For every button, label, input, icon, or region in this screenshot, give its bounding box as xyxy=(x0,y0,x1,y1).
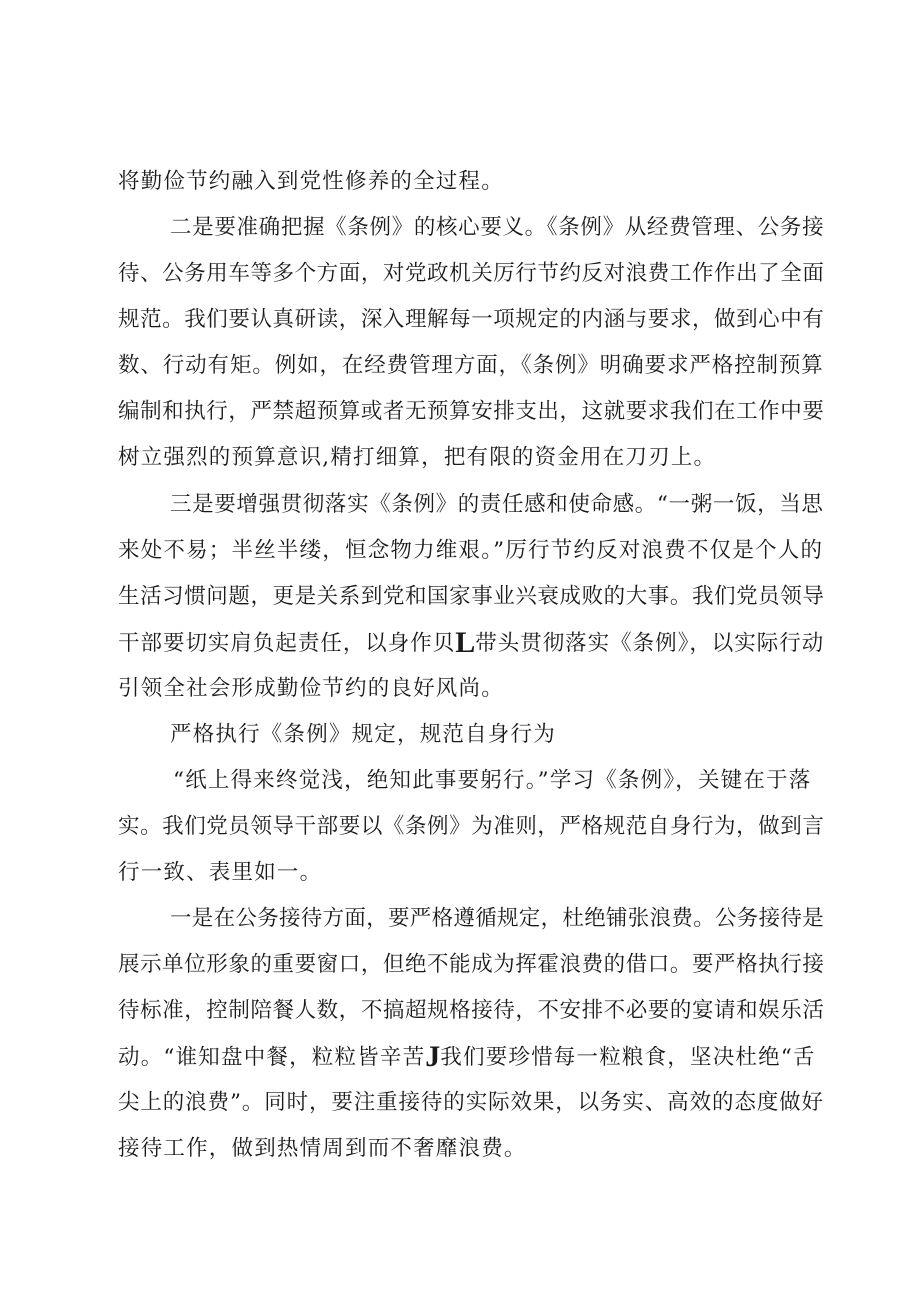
text-segment: 动。“谁知盘中餐，粒粒皆辛苦 xyxy=(118,1045,426,1070)
text-segment: 我们要珍惜每一粒粮食，坚决杜绝“舌 xyxy=(440,1045,816,1070)
text-segment: 带头贯彻落实《条例》，以实际行动 xyxy=(475,631,825,656)
text-line: 将勤俭节约融入到党性修养的全过程。 xyxy=(118,169,504,194)
text-line: 实。我们党员领导干部要以《条例》为准则，严格规范自身行为，做到言 xyxy=(118,814,825,839)
stray-glyph: J xyxy=(425,1040,441,1073)
text-line: 尖上的浪费”。同时，要注重接待的实际效果，以务实、高效的态度做好 xyxy=(118,1090,824,1115)
text-line: 数、行动有矩。例如，在经费管理方面，《条例》明确要求严格控制预算 xyxy=(118,353,824,378)
text-line: 编制和执行，严禁超预算或者无预算安排支出，这就要求我们在工作中要 xyxy=(118,399,825,424)
text-line: 行一致、表里如一。 xyxy=(118,860,323,885)
text-line: 待标准，控制陪餐人数，不搞超规格接待，不安排不必要的宴请和娱乐活 xyxy=(118,998,825,1023)
text-segment: 干部要切实肩负起责任，以身作贝 xyxy=(118,631,456,656)
text-line-with-glyph xyxy=(118,628,824,659)
text-line: 展示单位形象的重要窗口，但绝不能成为挥霍浪费的借口。要严格执行接 xyxy=(118,952,825,977)
text-line: 待、公务用车等多个方面，对党政机关厉行节约反对浪费工作作出了全面 xyxy=(118,261,825,286)
text-line: “纸上得来终觉浅，绝知此事要躬行。”学习《条例》，关键在于落 xyxy=(173,768,812,793)
text-line: 一是在公务接待方面，要严格遵循规定，杜绝铺张浪费。公务接待是 xyxy=(170,906,825,931)
text-line: 三是要增强贯彻落实《条例》的责任感和使命感。“一粥一饭，当思 xyxy=(170,492,824,517)
stray-glyph: L xyxy=(455,626,476,659)
text-line: 来处不易；半丝半缕，恒念物力维艰。”厉行节约反对浪费不仅是个人的 xyxy=(118,538,824,563)
text-line: 二是要准确把握《条例》的核心要义。《条例》从经费管理、公务接 xyxy=(170,215,825,240)
text-line-with-glyph xyxy=(118,1042,816,1073)
text-line: 树立强烈的预算意识,精打细算，把有限的资金用在刀刃上。 xyxy=(118,445,717,470)
section-heading: 严格执行《条例》规定，规范自身行为 xyxy=(170,722,556,747)
text-line: 生活习惯问题，更是关系到党和国家事业兴衰成败的大事。我们党员领导 xyxy=(118,584,825,609)
text-line: 接待工作，做到热情周到而不奢靡浪费。 xyxy=(118,1136,527,1161)
text-line: 引领全社会形成勤俭节约的良好风尚。 xyxy=(118,676,504,701)
text-line: 规范。我们要认真研读，深入理解每一项规定的内涵与要求，做到心中有 xyxy=(118,307,825,332)
